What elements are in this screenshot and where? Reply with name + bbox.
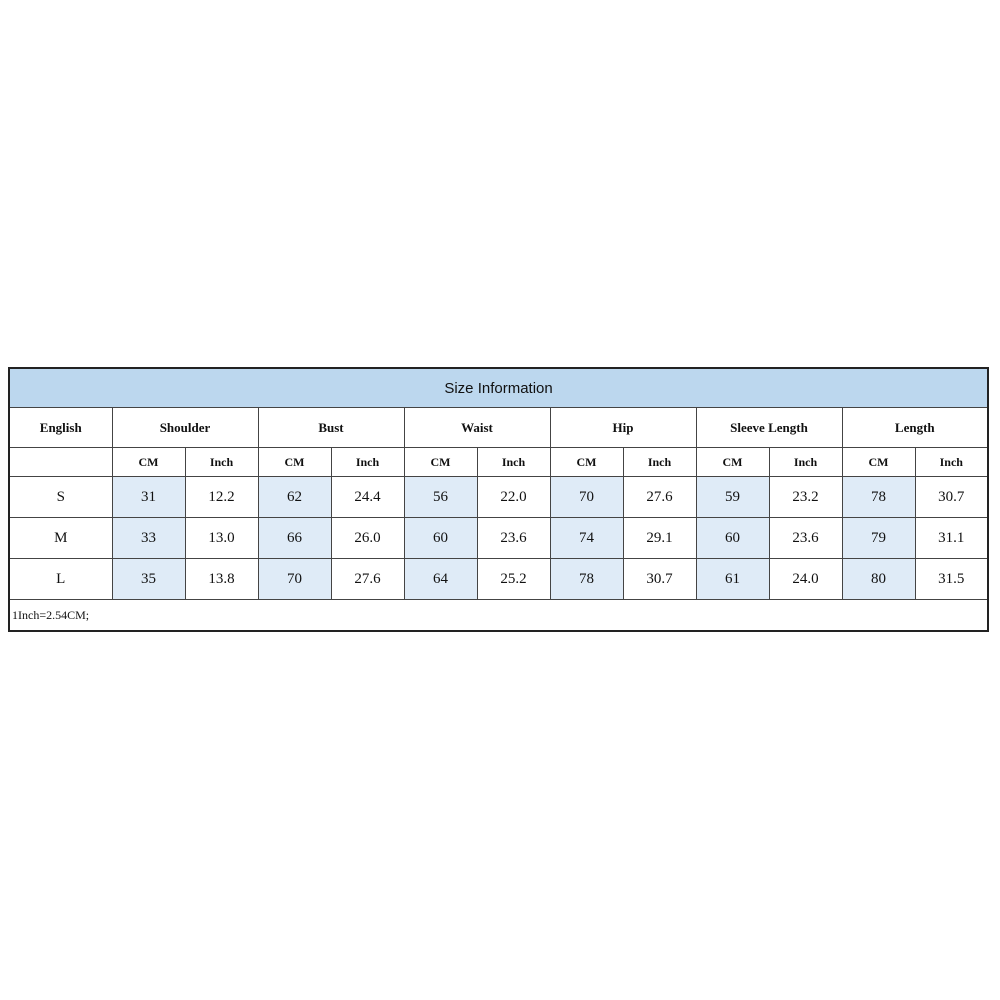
header-shoulder: Shoulder bbox=[112, 408, 258, 448]
unit-header-row bbox=[9, 448, 988, 477]
shoulder-inch-value: 13.0 bbox=[185, 518, 258, 559]
shoulder-inch-value: 13.8 bbox=[185, 559, 258, 600]
unit-cm: CM bbox=[258, 448, 331, 477]
length-cm-value: 79 bbox=[842, 518, 915, 559]
bust-inch-value: 27.6 bbox=[331, 559, 404, 600]
table-row bbox=[9, 518, 988, 559]
conversion-note: 1Inch=2.54CM; bbox=[9, 600, 988, 632]
length-inch-value: 31.1 bbox=[915, 518, 988, 559]
sleeve-length-inch-value: 24.0 bbox=[769, 559, 842, 600]
length-cm-value: 80 bbox=[842, 559, 915, 600]
hip-cm-value: 74 bbox=[550, 518, 623, 559]
header-hip: Hip bbox=[550, 408, 696, 448]
length-inch-value: 30.7 bbox=[915, 477, 988, 518]
unit-cm: CM bbox=[550, 448, 623, 477]
waist-inch-value: 23.6 bbox=[477, 518, 550, 559]
note-row bbox=[9, 600, 988, 632]
size-column-header: English bbox=[9, 408, 112, 448]
length-inch-value: 31.5 bbox=[915, 559, 988, 600]
bust-cm-value: 70 bbox=[258, 559, 331, 600]
sleeve-length-cm-value: 60 bbox=[696, 518, 769, 559]
shoulder-inch-value: 12.2 bbox=[185, 477, 258, 518]
header-bust: Bust bbox=[258, 408, 404, 448]
table-title: Size Information bbox=[9, 368, 988, 408]
shoulder-cm-value: 31 bbox=[112, 477, 185, 518]
bust-inch-value: 24.4 bbox=[331, 477, 404, 518]
length-cm-value: 78 bbox=[842, 477, 915, 518]
hip-inch-value: 30.7 bbox=[623, 559, 696, 600]
waist-cm-value: 64 bbox=[404, 559, 477, 600]
shoulder-cm-value: 33 bbox=[112, 518, 185, 559]
bust-inch-value: 26.0 bbox=[331, 518, 404, 559]
sleeve-length-inch-value: 23.6 bbox=[769, 518, 842, 559]
size-label: M bbox=[9, 518, 112, 559]
unit-inch: Inch bbox=[331, 448, 404, 477]
waist-inch-value: 22.0 bbox=[477, 477, 550, 518]
title-row bbox=[9, 368, 988, 408]
unit-inch: Inch bbox=[477, 448, 550, 477]
hip-cm-value: 70 bbox=[550, 477, 623, 518]
table-row bbox=[9, 477, 988, 518]
waist-cm-value: 56 bbox=[404, 477, 477, 518]
hip-inch-value: 29.1 bbox=[623, 518, 696, 559]
unit-cm: CM bbox=[404, 448, 477, 477]
header-sleeve-length: Sleeve Length bbox=[696, 408, 842, 448]
sleeve-length-inch-value: 23.2 bbox=[769, 477, 842, 518]
measure-header-row bbox=[9, 408, 988, 448]
sleeve-length-cm-value: 61 bbox=[696, 559, 769, 600]
header-length: Length bbox=[842, 408, 988, 448]
size-information-table bbox=[8, 367, 989, 632]
unit-inch: Inch bbox=[623, 448, 696, 477]
size-label: S bbox=[9, 477, 112, 518]
unit-cm: CM bbox=[112, 448, 185, 477]
unit-inch: Inch bbox=[915, 448, 988, 477]
unit-cm: CM bbox=[842, 448, 915, 477]
sleeve-length-cm-value: 59 bbox=[696, 477, 769, 518]
hip-inch-value: 27.6 bbox=[623, 477, 696, 518]
shoulder-cm-value: 35 bbox=[112, 559, 185, 600]
unit-inch: Inch bbox=[769, 448, 842, 477]
unit-inch: Inch bbox=[185, 448, 258, 477]
bust-cm-value: 66 bbox=[258, 518, 331, 559]
hip-cm-value: 78 bbox=[550, 559, 623, 600]
waist-cm-value: 60 bbox=[404, 518, 477, 559]
unit-cm: CM bbox=[696, 448, 769, 477]
waist-inch-value: 25.2 bbox=[477, 559, 550, 600]
bust-cm-value: 62 bbox=[258, 477, 331, 518]
unit-header-blank bbox=[9, 448, 112, 477]
header-waist: Waist bbox=[404, 408, 550, 448]
size-label: L bbox=[9, 559, 112, 600]
table-row bbox=[9, 559, 988, 600]
